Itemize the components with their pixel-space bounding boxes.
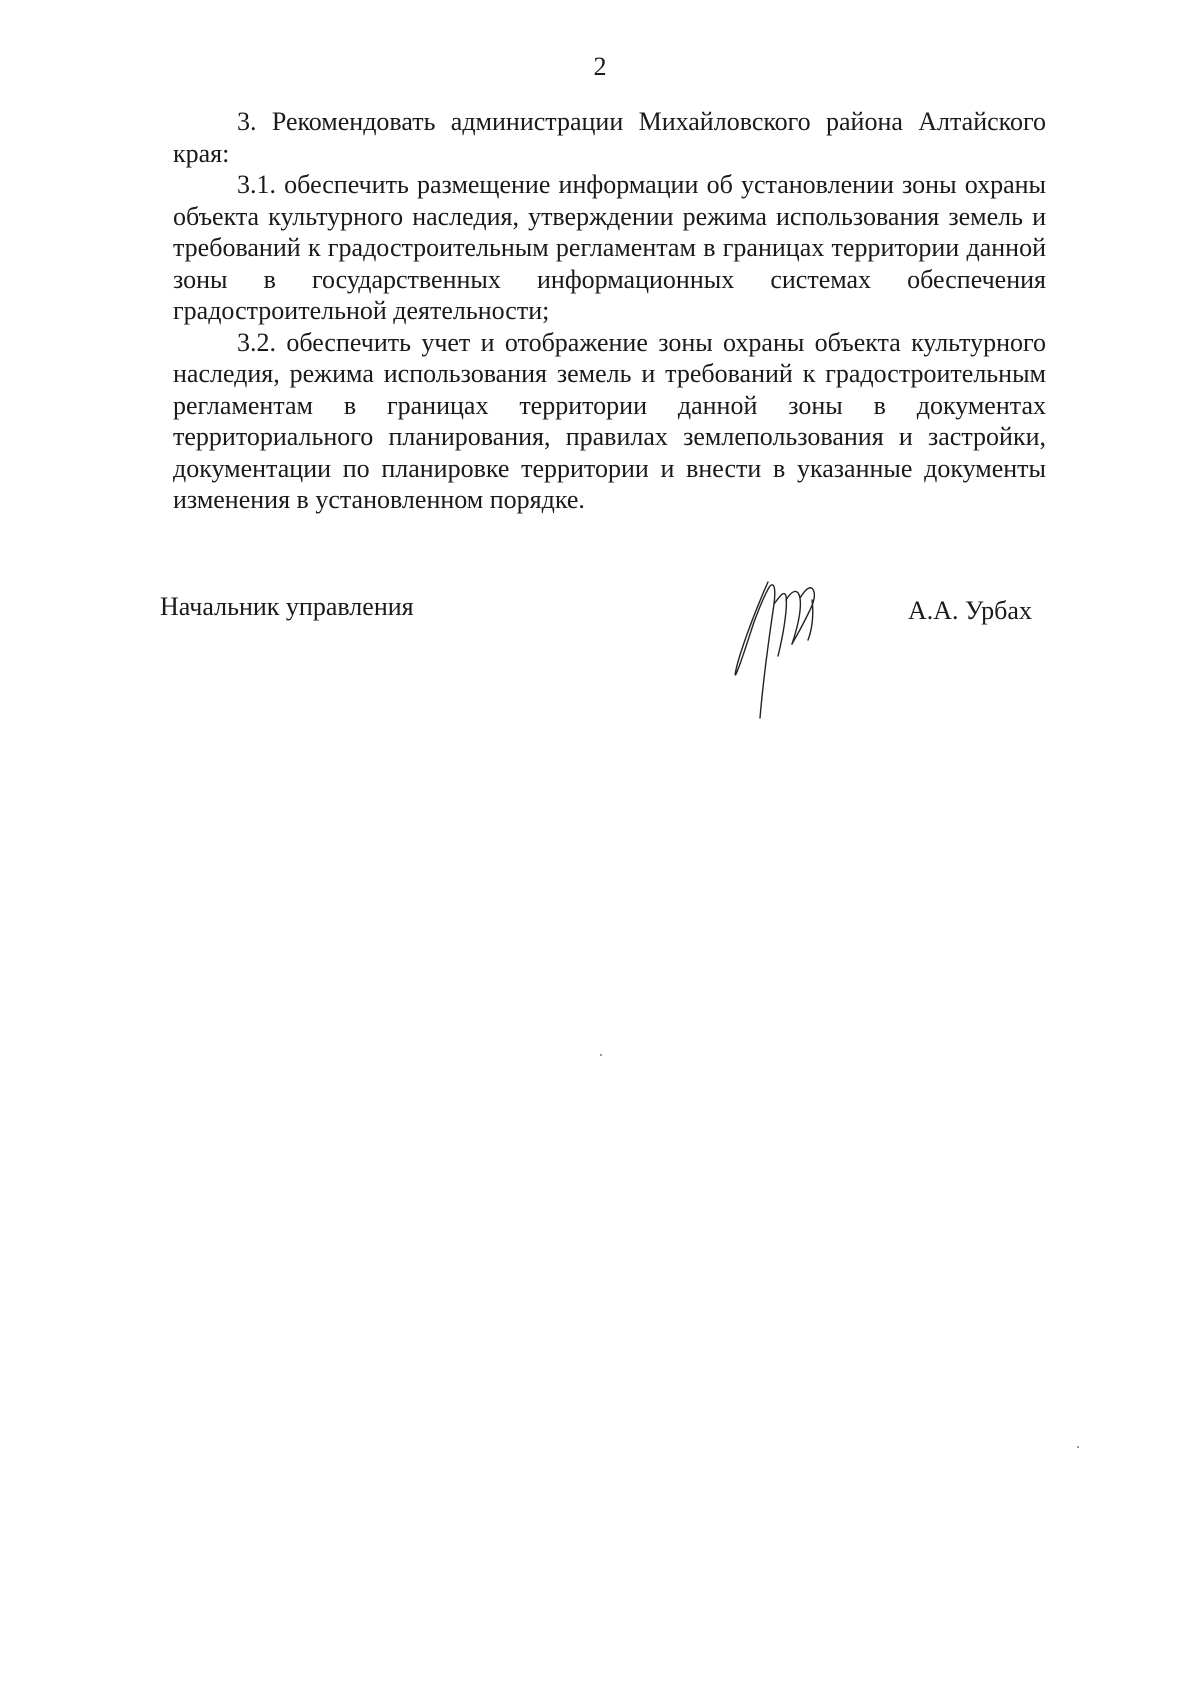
paragraph-3: 3. Рекомендовать администрации Михайловского района Алтайского края: <box>173 107 1046 168</box>
signatory-title: Начальник управления <box>160 592 414 621</box>
paragraph-3-2: 3.2. обеспечить учет и отображение зоны охраны объекта культурного наследия, режима использования земель и требований к градостроительным регламентам в границах территории данной зоны в документах территориального планирования, правилах землепользования и застройки, документации по планировке территории и внести в указанные документы изменения в установленном порядке. <box>173 327 1046 514</box>
handwritten-signature <box>720 570 830 730</box>
scan-speck <box>600 1054 602 1056</box>
scan-speck <box>1077 1446 1079 1448</box>
signatory-name: А.А. Урбах <box>908 596 1032 625</box>
page-number: 2 <box>593 52 607 81</box>
paragraph-3-1: 3.1. обеспечить размещение информации об установлении зоны охраны объекта культурного наследия, утверждении режима использования земель и требований к градостроительным регламентам в границах территории данной зоны в государственных информационных системах обеспечения градостроительной деятельности; <box>173 170 1046 325</box>
document-body <box>173 106 1046 516</box>
